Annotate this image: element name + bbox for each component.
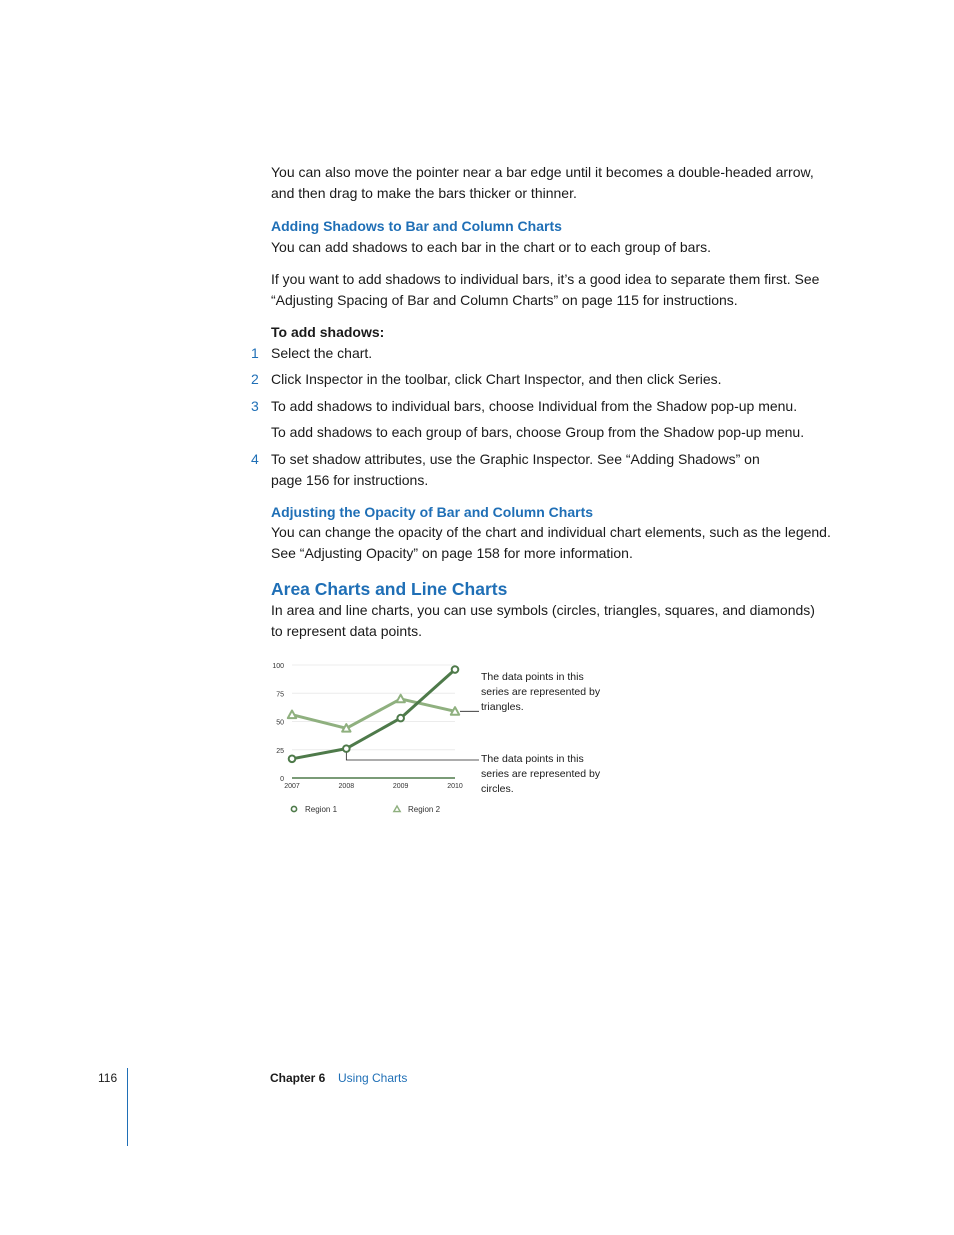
y-tick-label: 75 bbox=[276, 691, 284, 699]
series-line bbox=[292, 699, 455, 728]
page-number: 116 bbox=[98, 1071, 118, 1085]
step-text-1: Select the chart. bbox=[271, 345, 373, 361]
step-text-3-continued: To add shadows to each group of bars, choose Group from the Shadow pop-up menu. bbox=[271, 424, 805, 440]
legend-marker-triangle bbox=[394, 806, 400, 812]
legend-label: Region 1 bbox=[305, 805, 338, 814]
callout-line-circles bbox=[346, 753, 479, 760]
x-tick-label: 2007 bbox=[284, 783, 300, 790]
data-point-circle bbox=[289, 755, 296, 762]
y-tick-label: 0 bbox=[280, 776, 284, 783]
shadows-paragraph-2: If you want to add shadows to individual bars, it’s a good idea to separate them first. See “Adjusting Spacing of Bar and Column Charts” on page 115 for instructions. bbox=[271, 271, 820, 308]
x-tick-label: 2008 bbox=[338, 783, 355, 790]
section-heading-area-charts: Area Charts and Line Charts bbox=[271, 579, 508, 599]
step-number-2: 2 bbox=[251, 371, 259, 387]
legend-label: Region 2 bbox=[408, 805, 441, 814]
task-heading: To add shadows: bbox=[271, 324, 385, 340]
step-number-1: 1 bbox=[251, 345, 259, 361]
step-number-4: 4 bbox=[251, 451, 259, 467]
footer-rule bbox=[127, 1068, 128, 1146]
step-number-3: 3 bbox=[251, 398, 259, 414]
legend-marker-circle bbox=[291, 806, 296, 811]
data-point-circle bbox=[452, 666, 459, 673]
step-text-4: To set shadow attributes, use the Graphic Inspector. See “Adding Shadows” on page 156 for instructions. bbox=[271, 451, 760, 488]
shadows-paragraph-1: You can add shadows to each bar in the chart or to each group of bars. bbox=[271, 239, 711, 255]
footer-chapter: Chapter 6 bbox=[270, 1071, 326, 1085]
data-point-triangle bbox=[396, 695, 404, 703]
step-text-3: To add shadows to individual bars, choose Individual from the Shadow pop-up menu. bbox=[271, 398, 798, 414]
callout-circles: The data points in this series are represented by circles. bbox=[481, 753, 601, 795]
opacity-paragraph: You can change the opacity of the chart and individual chart elements, such as the legend. See “Adjusting Opacity” on page 158 for more information. bbox=[271, 524, 831, 561]
section-heading-shadows: Adding Shadows to Bar and Column Charts bbox=[271, 218, 562, 234]
y-tick-label: 25 bbox=[276, 747, 284, 755]
intro-paragraph: You can also move the pointer near a bar edge until it becomes a double-headed arrow, and then drag to make the bars thicker or thinner. bbox=[271, 164, 814, 201]
x-tick-label: 2010 bbox=[447, 783, 463, 790]
x-tick-label: 2009 bbox=[392, 783, 409, 790]
data-point-circle bbox=[397, 715, 404, 722]
area-charts-paragraph: In area and line charts, you can use symbols (circles, triangles, squares, and diamonds) to represent data points. bbox=[271, 602, 815, 639]
data-point-triangle bbox=[288, 711, 296, 719]
y-tick-label: 100 bbox=[272, 663, 284, 670]
section-heading-opacity: Adjusting the Opacity of Bar and Column Charts bbox=[271, 504, 594, 520]
footer-chapter-title[interactable]: Using Charts bbox=[338, 1071, 408, 1085]
step-text-2: Click Inspector in the toolbar, click Chart Inspector, and then click Series. bbox=[271, 371, 722, 387]
y-tick-label: 50 bbox=[276, 719, 284, 727]
data-point-circle bbox=[343, 745, 350, 752]
callout-triangles: The data points in this series are represented by triangles. bbox=[481, 671, 601, 713]
data-point-triangle bbox=[451, 707, 459, 715]
